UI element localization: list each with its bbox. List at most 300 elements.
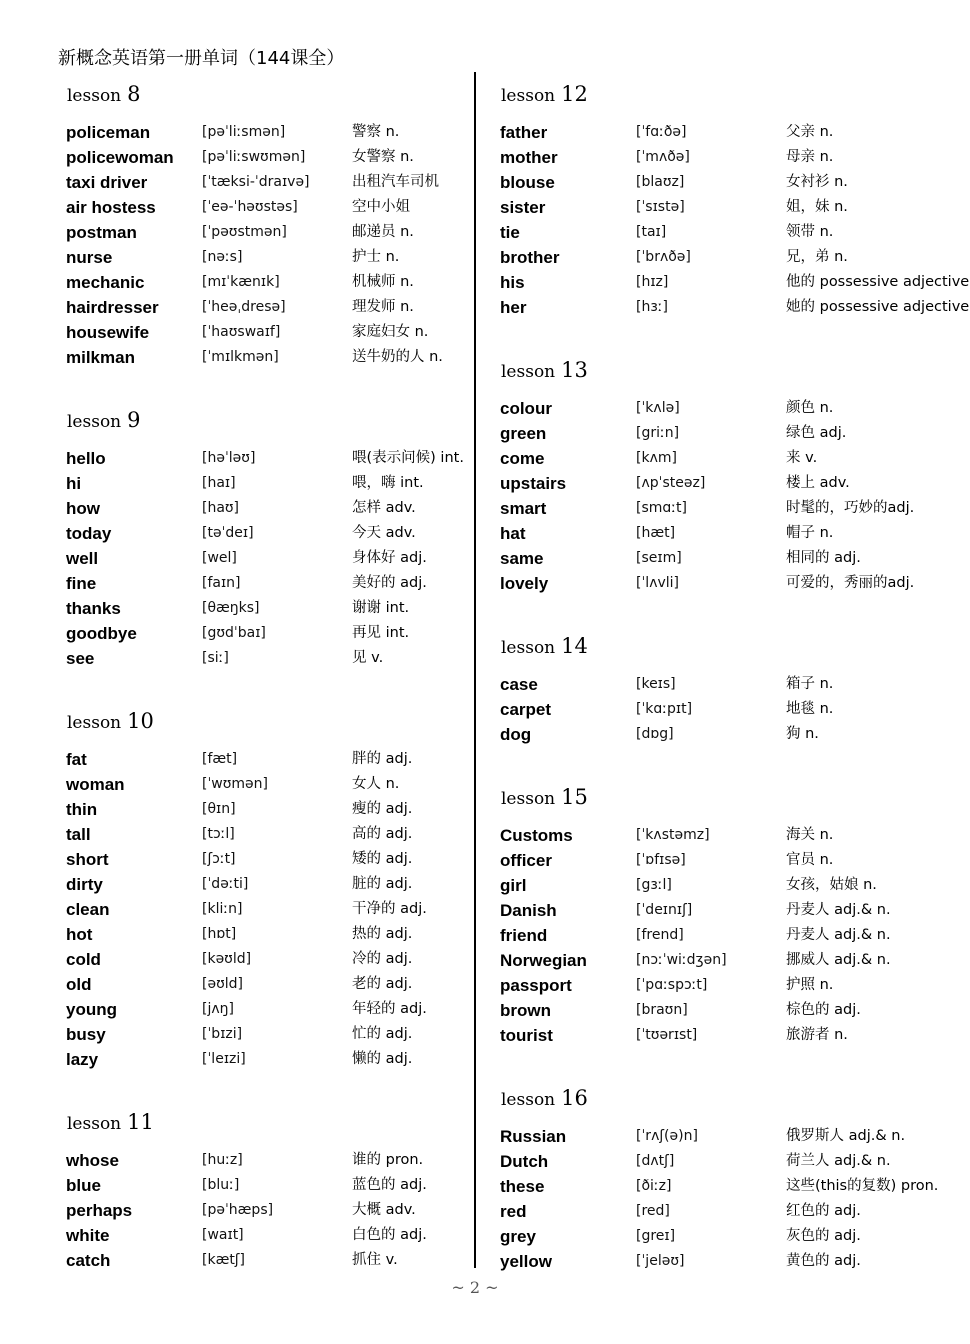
word-meaning: 怎样 adv. bbox=[352, 500, 416, 516]
lesson-header bbox=[501, 78, 970, 110]
lesson-spacer bbox=[66, 370, 536, 404]
lesson-header bbox=[67, 705, 536, 737]
word-phonetic: [həˈləʊ] bbox=[202, 450, 256, 466]
word-term: policewoman bbox=[66, 148, 174, 167]
word-meaning: 喂(表示问候) int. bbox=[352, 450, 464, 466]
word-row bbox=[500, 496, 970, 521]
word-meaning: 身体好 adj. bbox=[352, 550, 427, 566]
word-term: mother bbox=[500, 148, 558, 167]
word-phonetic: [waɪt] bbox=[202, 1227, 244, 1243]
word-meaning: 抓住 v. bbox=[352, 1252, 398, 1268]
lesson-number: 10 bbox=[127, 709, 154, 733]
word-meaning: 帽子 n. bbox=[786, 525, 834, 541]
word-meaning: 俄罗斯人 adj.& n. bbox=[786, 1128, 906, 1144]
word-list bbox=[66, 1148, 536, 1273]
word-term: Russian bbox=[500, 1127, 567, 1146]
word-phonetic: [mɪˈkænɪk] bbox=[202, 274, 280, 290]
word-row bbox=[66, 897, 536, 922]
word-meaning: 冷的 adj. bbox=[352, 951, 413, 967]
word-row bbox=[500, 220, 970, 245]
word-term: yellow bbox=[500, 1252, 552, 1271]
lesson-label: lesson bbox=[501, 789, 556, 809]
word-meaning: 荷兰人 adj.& n. bbox=[786, 1153, 891, 1169]
word-term: girl bbox=[500, 876, 527, 895]
word-list bbox=[500, 396, 970, 596]
word-term: taxi driver bbox=[66, 173, 148, 192]
word-phonetic: [ˈheəˌdresə] bbox=[202, 299, 286, 315]
word-meaning: 老的 adj. bbox=[352, 976, 413, 992]
word-phonetic: [siː] bbox=[202, 650, 229, 666]
word-row bbox=[66, 195, 536, 220]
word-term: white bbox=[66, 1226, 110, 1245]
word-phonetic: [ˈtʊərɪst] bbox=[636, 1027, 698, 1043]
word-phonetic: [ˈfɑːðə] bbox=[636, 124, 687, 140]
word-term: Customs bbox=[500, 826, 573, 845]
word-meaning: 这些(this的复数) pron. bbox=[786, 1178, 939, 1194]
lesson-spacer bbox=[500, 320, 970, 354]
word-meaning: 喂，嗨 int. bbox=[352, 475, 424, 491]
word-meaning: 她的 possessive adjective bbox=[786, 299, 970, 315]
word-phonetic: [pəˈhæps] bbox=[202, 1202, 274, 1218]
word-meaning: 时髦的，巧妙的adj. bbox=[786, 500, 915, 516]
lesson-spacer bbox=[66, 1072, 536, 1106]
word-phonetic: [ˈsɪstə] bbox=[636, 199, 685, 215]
word-row bbox=[66, 646, 536, 671]
word-row bbox=[500, 571, 970, 596]
word-term: his bbox=[500, 273, 525, 292]
word-row bbox=[500, 923, 970, 948]
word-meaning: 地毯 n. bbox=[786, 701, 834, 717]
word-row bbox=[500, 145, 970, 170]
word-phonetic: [smɑːt] bbox=[636, 500, 687, 516]
word-meaning: 姐，妹 n. bbox=[786, 199, 848, 215]
word-row bbox=[66, 997, 536, 1022]
word-term: dirty bbox=[66, 875, 103, 894]
word-list bbox=[66, 120, 536, 370]
word-phonetic: [kʌm] bbox=[636, 450, 677, 466]
word-meaning: 瘦的 adj. bbox=[352, 801, 413, 817]
lesson-header bbox=[67, 404, 536, 436]
word-row bbox=[500, 446, 970, 471]
word-phonetic: [ˈjeləʊ] bbox=[636, 1253, 685, 1269]
word-row bbox=[66, 596, 536, 621]
word-meaning: 女警察 n. bbox=[352, 149, 414, 165]
lesson-header bbox=[501, 1082, 970, 1114]
word-phonetic: [ˈpəʊstmən] bbox=[202, 224, 287, 240]
word-term: fine bbox=[66, 574, 97, 593]
word-term: clean bbox=[66, 900, 110, 919]
word-term: father bbox=[500, 123, 548, 142]
word-row bbox=[66, 1047, 536, 1072]
word-phonetic: [əʊld] bbox=[202, 976, 243, 992]
word-term: smart bbox=[500, 499, 547, 518]
word-term: blouse bbox=[500, 173, 555, 192]
word-row bbox=[66, 270, 536, 295]
word-term: today bbox=[66, 524, 112, 543]
lesson-header bbox=[501, 630, 970, 662]
word-phonetic: [ˈeə-ˈhəʊstəs] bbox=[202, 199, 298, 215]
lesson-header bbox=[501, 781, 970, 813]
word-row bbox=[66, 922, 536, 947]
word-meaning: 矮的 adj. bbox=[352, 851, 413, 867]
word-term: policeman bbox=[66, 123, 151, 142]
word-meaning: 颜色 n. bbox=[786, 400, 834, 416]
word-row bbox=[66, 145, 536, 170]
word-meaning: 狗 n. bbox=[786, 726, 819, 742]
word-term: officer bbox=[500, 851, 552, 870]
word-phonetic: [hɪz] bbox=[636, 274, 669, 290]
page-title: 新概念英语第一册单词（144课全） bbox=[58, 48, 345, 69]
word-meaning: 干净的 adj. bbox=[352, 901, 427, 917]
word-term: tall bbox=[66, 825, 91, 844]
word-meaning: 旅游者 n. bbox=[786, 1027, 848, 1043]
word-phonetic: [ʌpˈsteəz] bbox=[636, 475, 706, 491]
word-meaning: 热的 adj. bbox=[352, 926, 413, 942]
word-list bbox=[500, 120, 970, 320]
word-meaning: 空中小姐 bbox=[352, 199, 410, 215]
lesson-number: 13 bbox=[561, 358, 588, 382]
right-column bbox=[500, 78, 970, 1308]
word-term: tourist bbox=[500, 1026, 553, 1045]
word-row bbox=[500, 170, 970, 195]
word-meaning: 白色的 adj. bbox=[352, 1227, 427, 1243]
word-row bbox=[500, 521, 970, 546]
word-row bbox=[500, 120, 970, 145]
word-meaning: 出租汽车司机 bbox=[352, 174, 439, 190]
word-meaning: 见 v. bbox=[352, 650, 384, 666]
word-phonetic: [red] bbox=[636, 1203, 670, 1219]
word-row bbox=[66, 797, 536, 822]
word-meaning: 美好的 adj. bbox=[352, 575, 427, 591]
word-row bbox=[500, 873, 970, 898]
word-meaning: 挪威人 adj.& n. bbox=[786, 952, 891, 968]
word-row bbox=[66, 972, 536, 997]
word-phonetic: [ˈtæksi-ˈdraɪvə] bbox=[202, 174, 310, 190]
word-meaning: 理发师 n. bbox=[352, 299, 414, 315]
word-term: goodbye bbox=[66, 624, 137, 643]
word-meaning: 再见 int. bbox=[352, 625, 410, 641]
word-term: hot bbox=[66, 925, 93, 944]
word-row bbox=[500, 697, 970, 722]
word-term: brown bbox=[500, 1001, 551, 1020]
word-list bbox=[66, 446, 536, 671]
word-term: upstairs bbox=[500, 474, 567, 493]
lesson-label: lesson bbox=[67, 86, 122, 106]
word-row bbox=[66, 1173, 536, 1198]
word-phonetic: [griːn] bbox=[636, 425, 680, 441]
word-row bbox=[500, 672, 970, 697]
word-row bbox=[66, 847, 536, 872]
word-row bbox=[66, 1223, 536, 1248]
word-meaning: 女衬衫 n. bbox=[786, 174, 848, 190]
word-meaning: 他的 possessive adjective bbox=[786, 274, 970, 290]
word-meaning: 海关 n. bbox=[786, 827, 834, 843]
word-meaning: 父亲 n. bbox=[786, 124, 834, 140]
word-meaning: 护照 n. bbox=[786, 977, 834, 993]
lesson-block bbox=[66, 78, 536, 370]
word-row bbox=[66, 120, 536, 145]
word-phonetic: [pəˈliːsmən] bbox=[202, 124, 286, 140]
lesson-spacer bbox=[66, 671, 536, 705]
word-term: whose bbox=[66, 1151, 119, 1170]
lesson-spacer bbox=[500, 1048, 970, 1082]
word-term: these bbox=[500, 1177, 545, 1196]
lesson-label: lesson bbox=[67, 412, 122, 432]
word-phonetic: [greɪ] bbox=[636, 1228, 676, 1244]
word-phonetic: [tɔːl] bbox=[202, 826, 235, 842]
word-phonetic: [pəˈliːswʊmən] bbox=[202, 149, 306, 165]
word-row bbox=[66, 571, 536, 596]
word-term: postman bbox=[66, 223, 137, 242]
word-meaning: 领带 n. bbox=[786, 224, 834, 240]
word-term: same bbox=[500, 549, 544, 568]
word-phonetic: [jʌŋ] bbox=[202, 1001, 234, 1017]
word-meaning: 丹麦人 adj.& n. bbox=[786, 902, 891, 918]
word-meaning: 丹麦人 adj.& n. bbox=[786, 927, 891, 943]
word-row bbox=[500, 471, 970, 496]
word-phonetic: [θɪn] bbox=[202, 801, 236, 817]
word-term: see bbox=[66, 649, 95, 668]
word-row bbox=[66, 295, 536, 320]
lesson-number: 9 bbox=[127, 408, 141, 432]
word-meaning: 棕色的 adj. bbox=[786, 1002, 861, 1018]
word-term: well bbox=[66, 549, 99, 568]
word-row bbox=[66, 872, 536, 897]
word-row bbox=[500, 1023, 970, 1048]
word-phonetic: [frend] bbox=[636, 927, 684, 943]
word-phonetic: [keɪs] bbox=[636, 676, 676, 692]
lesson-label: lesson bbox=[501, 1090, 556, 1110]
word-meaning: 官员 n. bbox=[786, 852, 834, 868]
word-row bbox=[500, 722, 970, 747]
word-meaning: 护士 n. bbox=[352, 249, 400, 265]
word-row bbox=[500, 295, 970, 320]
word-term: hairdresser bbox=[66, 298, 159, 317]
word-term: Dutch bbox=[500, 1152, 549, 1171]
word-meaning: 懒的 adj. bbox=[352, 1051, 413, 1067]
word-phonetic: [ˈrʌʃ(ə)n] bbox=[636, 1128, 698, 1144]
word-term: her bbox=[500, 298, 527, 317]
word-term: young bbox=[66, 1000, 117, 1019]
word-term: mechanic bbox=[66, 273, 145, 292]
lesson-label: lesson bbox=[67, 1114, 122, 1134]
word-phonetic: [ˈlʌvli] bbox=[636, 575, 680, 591]
word-phonetic: [kætʃ] bbox=[202, 1252, 245, 1268]
word-meaning: 高的 adj. bbox=[352, 826, 413, 842]
word-phonetic: [haɪ] bbox=[202, 475, 236, 491]
word-term: carpet bbox=[500, 700, 552, 719]
word-term: dog bbox=[500, 725, 532, 744]
word-meaning: 警察 n. bbox=[352, 124, 400, 140]
word-phonetic: [dʌtʃ] bbox=[636, 1153, 675, 1169]
word-term: brother bbox=[500, 248, 560, 267]
word-phonetic: [ˈhaʊswaɪf] bbox=[202, 324, 281, 340]
word-phonetic: [ˈmɪlkmən] bbox=[202, 349, 279, 365]
word-meaning: 家庭妇女 n. bbox=[352, 324, 429, 340]
word-phonetic: [ˈmʌðə] bbox=[636, 149, 690, 165]
word-phonetic: [blaʊz] bbox=[636, 174, 685, 190]
word-term: housewife bbox=[66, 323, 150, 342]
word-meaning: 谁的 pron. bbox=[352, 1152, 424, 1168]
word-list bbox=[500, 823, 970, 1048]
word-term: thin bbox=[66, 800, 98, 819]
word-row bbox=[500, 1174, 970, 1199]
lesson-number: 11 bbox=[127, 1110, 154, 1134]
word-phonetic: [fæt] bbox=[202, 751, 238, 767]
word-list bbox=[500, 1124, 970, 1274]
word-row bbox=[66, 245, 536, 270]
word-phonetic: [gɜːl] bbox=[636, 877, 672, 893]
word-meaning: 胖的 adj. bbox=[352, 751, 413, 767]
word-meaning: 箱子 n. bbox=[786, 676, 834, 692]
word-row bbox=[500, 396, 970, 421]
lesson-label: lesson bbox=[501, 86, 556, 106]
word-meaning: 黄色的 adj. bbox=[786, 1253, 861, 1269]
word-phonetic: [faɪn] bbox=[202, 575, 241, 591]
word-row bbox=[500, 1224, 970, 1249]
word-term: come bbox=[500, 449, 545, 468]
word-meaning: 灰色的 adj. bbox=[786, 1228, 861, 1244]
word-term: friend bbox=[500, 926, 548, 945]
word-meaning: 来 v. bbox=[786, 450, 818, 466]
word-phonetic: [ˈkɑːpɪt] bbox=[636, 701, 693, 717]
word-row bbox=[66, 822, 536, 847]
word-phonetic: [haʊ] bbox=[202, 500, 240, 516]
word-term: woman bbox=[66, 775, 125, 794]
word-phonetic: [gʊdˈbaɪ] bbox=[202, 625, 266, 641]
word-phonetic: [bluː] bbox=[202, 1177, 240, 1193]
word-term: case bbox=[500, 675, 538, 694]
word-meaning: 楼上 adv. bbox=[786, 475, 850, 491]
word-meaning: 今天 adv. bbox=[352, 525, 416, 541]
word-phonetic: [ˈwʊmən] bbox=[202, 776, 268, 792]
word-row bbox=[66, 220, 536, 245]
word-meaning: 红色的 adj. bbox=[786, 1203, 861, 1219]
word-row bbox=[500, 1249, 970, 1274]
word-row bbox=[500, 848, 970, 873]
lesson-header bbox=[501, 354, 970, 386]
lesson-label: lesson bbox=[501, 362, 556, 382]
word-row bbox=[66, 320, 536, 345]
lesson-block bbox=[500, 1082, 970, 1274]
word-term: cold bbox=[66, 950, 101, 969]
word-phonetic: [ˈleɪzi] bbox=[202, 1051, 246, 1067]
word-meaning: 邮递员 n. bbox=[352, 224, 414, 240]
lesson-block bbox=[66, 705, 536, 1072]
word-meaning: 机械师 n. bbox=[352, 274, 414, 290]
word-row bbox=[66, 546, 536, 571]
word-row bbox=[500, 270, 970, 295]
lesson-block bbox=[500, 630, 970, 747]
word-row bbox=[500, 898, 970, 923]
word-row bbox=[500, 998, 970, 1023]
word-term: passport bbox=[500, 976, 572, 995]
word-row bbox=[66, 747, 536, 772]
word-meaning: 绿色 adj. bbox=[786, 425, 847, 441]
lesson-block bbox=[66, 1106, 536, 1273]
lesson-label: lesson bbox=[501, 638, 556, 658]
word-row bbox=[500, 973, 970, 998]
word-meaning: 女人 n. bbox=[352, 776, 400, 792]
word-term: tie bbox=[500, 223, 520, 242]
lesson-number: 14 bbox=[561, 634, 588, 658]
word-term: grey bbox=[500, 1227, 536, 1246]
lesson-number: 12 bbox=[561, 82, 588, 106]
word-row bbox=[66, 772, 536, 797]
word-term: lovely bbox=[500, 574, 549, 593]
word-phonetic: [ˈɒfɪsə] bbox=[636, 852, 686, 868]
word-term: nurse bbox=[66, 248, 113, 267]
word-list bbox=[500, 672, 970, 747]
word-meaning: 脏的 adj. bbox=[352, 876, 413, 892]
word-term: fat bbox=[66, 750, 87, 769]
word-phonetic: [ʃɔːt] bbox=[202, 851, 236, 867]
word-term: thanks bbox=[66, 599, 121, 618]
word-row bbox=[66, 496, 536, 521]
word-phonetic: [hɜː] bbox=[636, 299, 668, 315]
word-row bbox=[66, 1022, 536, 1047]
word-meaning: 可爱的，秀丽的adj. bbox=[786, 575, 915, 591]
word-term: milkman bbox=[66, 348, 135, 367]
word-phonetic: [seɪm] bbox=[636, 550, 682, 566]
word-list bbox=[66, 747, 536, 1072]
word-term: old bbox=[66, 975, 92, 994]
word-phonetic: [hɒt] bbox=[202, 926, 237, 942]
word-term: red bbox=[500, 1202, 527, 1221]
word-row bbox=[66, 170, 536, 195]
word-row bbox=[66, 345, 536, 370]
word-term: hello bbox=[66, 449, 106, 468]
lesson-label: lesson bbox=[67, 713, 122, 733]
word-phonetic: [dɒg] bbox=[636, 726, 674, 742]
word-row bbox=[66, 1248, 536, 1273]
word-row bbox=[500, 1124, 970, 1149]
word-phonetic: [huːz] bbox=[202, 1152, 243, 1168]
lesson-spacer bbox=[500, 596, 970, 630]
word-row bbox=[500, 823, 970, 848]
left-column bbox=[66, 78, 536, 1307]
word-phonetic: [ˈpɑːspɔːt] bbox=[636, 977, 708, 993]
word-meaning: 谢谢 int. bbox=[352, 600, 410, 616]
word-meaning: 忙的 adj. bbox=[352, 1026, 413, 1042]
word-row bbox=[500, 948, 970, 973]
word-phonetic: [θæŋks] bbox=[202, 600, 260, 616]
word-row bbox=[500, 245, 970, 270]
word-term: green bbox=[500, 424, 547, 443]
word-term: blue bbox=[66, 1176, 101, 1195]
word-phonetic: [ˈbrʌðə] bbox=[636, 249, 691, 265]
word-row bbox=[66, 446, 536, 471]
word-row bbox=[500, 421, 970, 446]
word-term: lazy bbox=[66, 1050, 99, 1069]
word-row bbox=[500, 1199, 970, 1224]
word-meaning: 年轻的 adj. bbox=[352, 1001, 427, 1017]
word-row bbox=[66, 947, 536, 972]
word-term: sister bbox=[500, 198, 546, 217]
word-term: air hostess bbox=[66, 198, 156, 217]
word-term: busy bbox=[66, 1025, 106, 1044]
lesson-number: 15 bbox=[561, 785, 588, 809]
word-term: short bbox=[66, 850, 109, 869]
word-term: how bbox=[66, 499, 100, 518]
lesson-number: 8 bbox=[127, 82, 141, 106]
word-row bbox=[500, 546, 970, 571]
lesson-header bbox=[67, 1106, 536, 1138]
word-term: perhaps bbox=[66, 1201, 133, 1220]
word-row bbox=[66, 471, 536, 496]
word-phonetic: [ˈkʌstəmz] bbox=[636, 827, 710, 843]
word-row bbox=[66, 1198, 536, 1223]
